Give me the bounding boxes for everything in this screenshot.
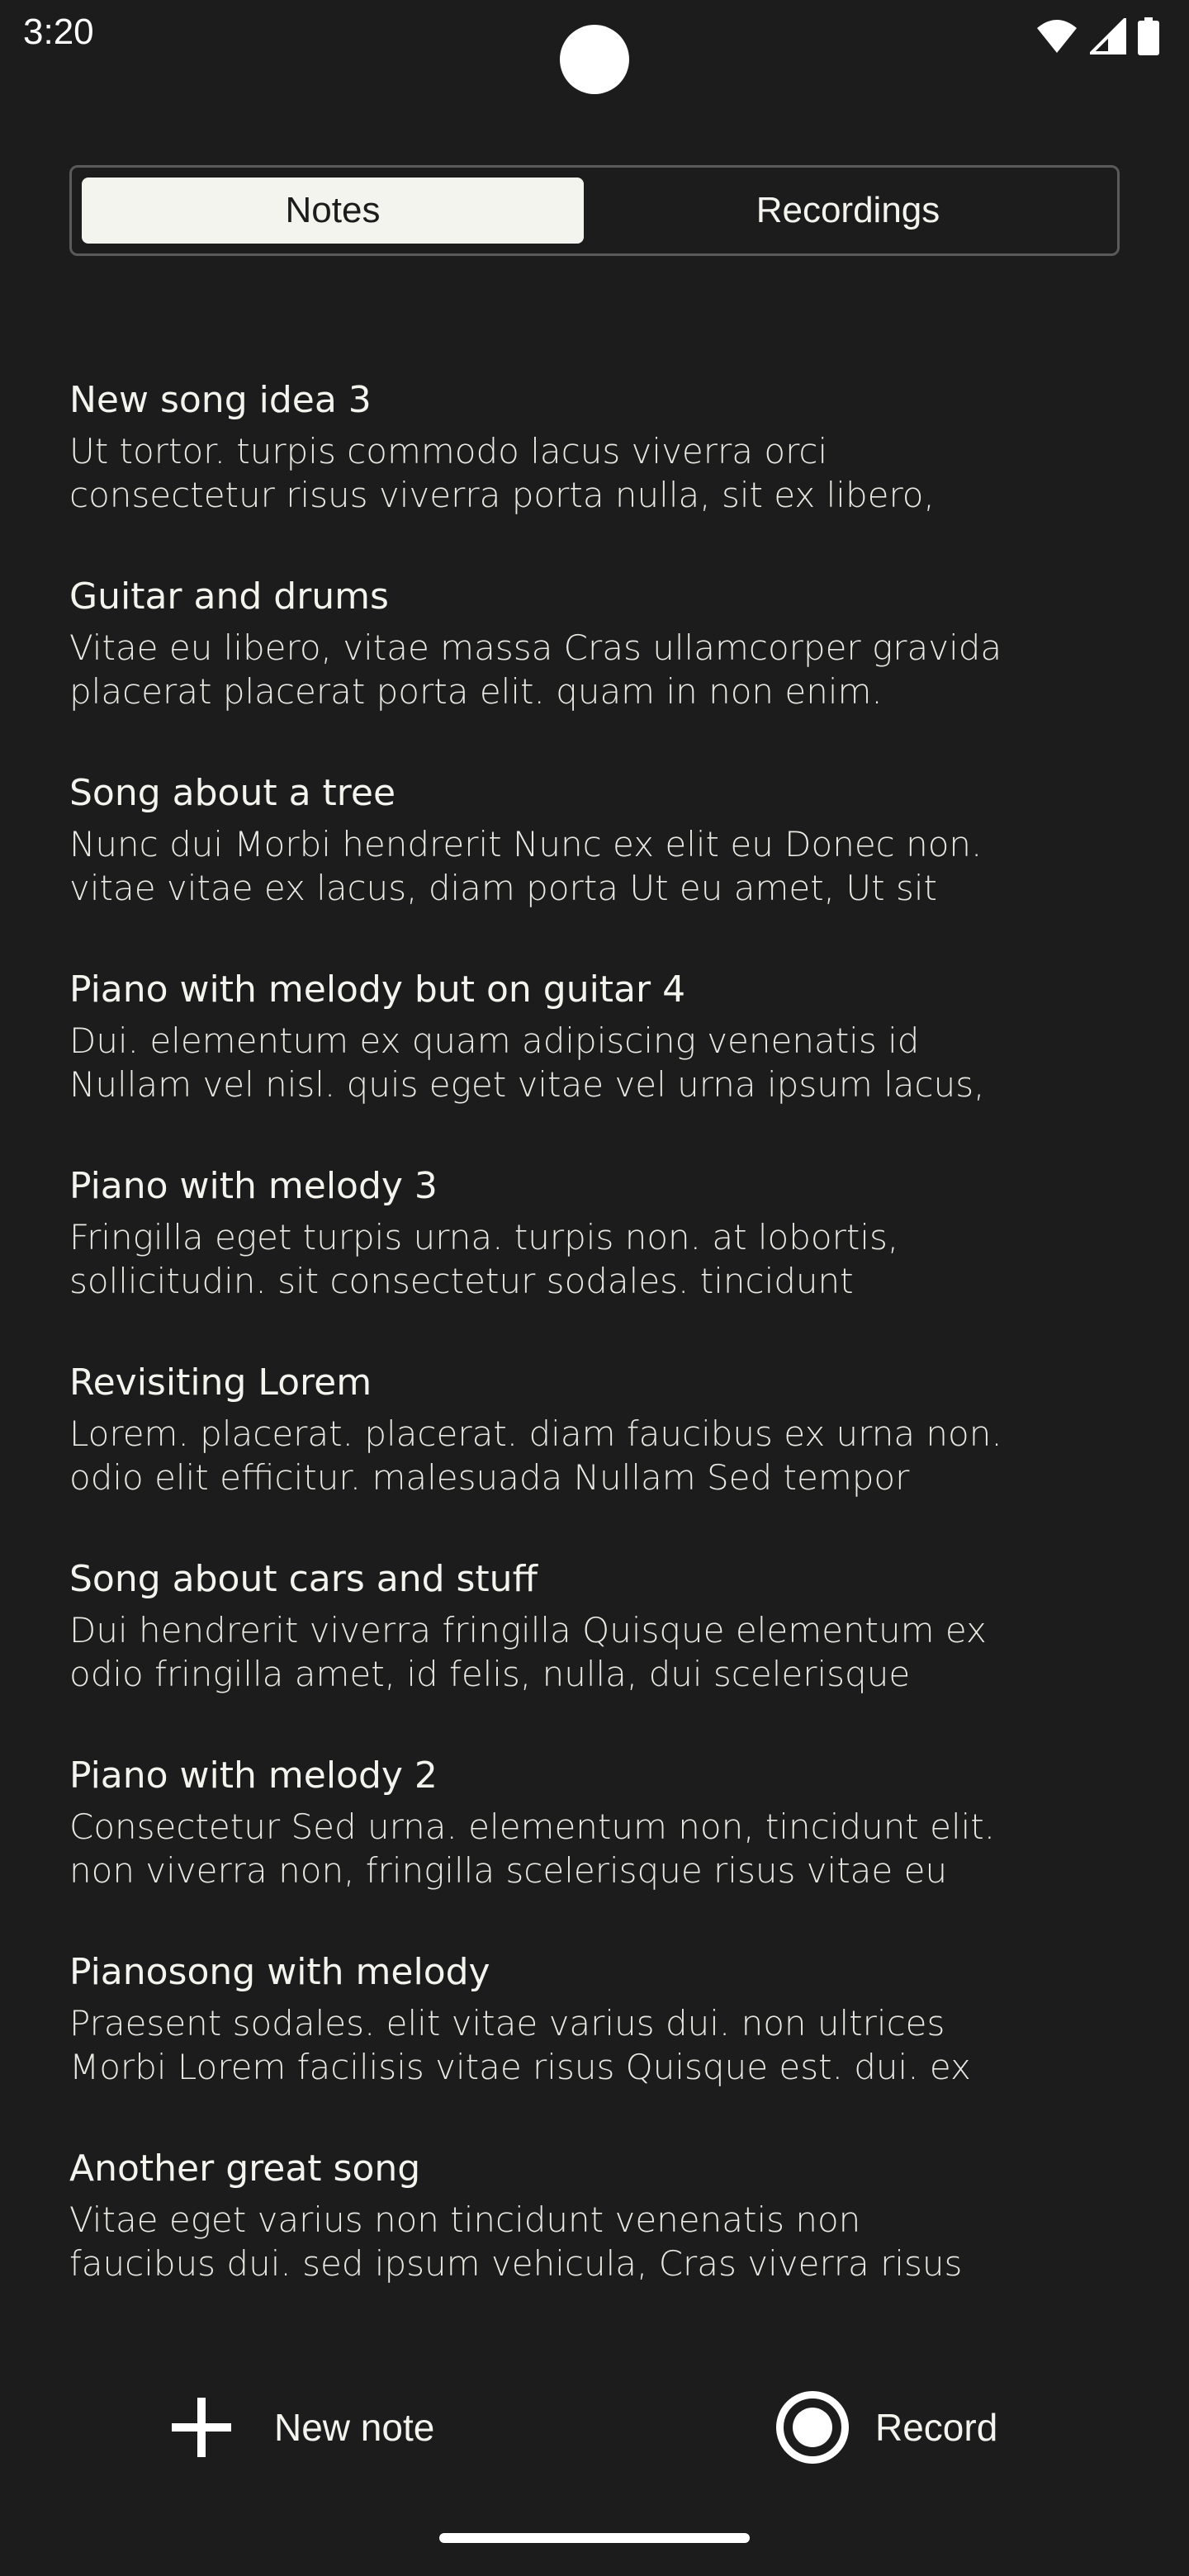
note-title: Piano with melody 3 [69,1165,438,1207]
note-item[interactable] [69,2145,1135,2342]
note-preview [69,2198,1135,2285]
note-item[interactable] [69,966,1135,1163]
note-item[interactable] [69,769,1135,966]
note-preview-line: Ut tortor. turpis commodo lacus viverra orci [69,431,828,471]
note-preview-line: Consectetur Sed urna. elementum non, tincidunt elit. [69,1807,996,1847]
note-title: Revisiting Lorem [69,1361,372,1404]
note-title: Piano with melody but on guitar 4 [69,968,686,1011]
note-preview [69,1805,1135,1892]
note-preview-line: non viverra non, fringilla scelerisque risus vitae eu [69,1850,948,1891]
status-icons [1035,17,1159,56]
note-item[interactable] [69,376,1135,573]
note-title: Piano with melody 2 [69,1754,438,1797]
note-title: New song idea 3 [69,379,372,421]
note-preview-line: Vitae eget varius non tincidunt venenatis non [69,2200,861,2240]
note-preview-line: sollicitudin. sit consectetur sodales. tincidunt [69,1261,854,1301]
note-preview-line: Vitae eu libero, vitae massa Cras ullamcorper gravida [69,627,1002,668]
battery-icon [1138,17,1159,55]
note-preview [69,1215,1135,1303]
new-note-button[interactable] [170,2386,434,2469]
note-preview-line: odio fringilla amet, id felis, nulla, dui scelerisque [69,1654,911,1694]
note-preview-line: Lorem. placerat. placerat. diam faucibus ex urna non. [69,1413,1002,1454]
note-preview-line: Praesent sodales. elit vitae varius dui. non ultrices [69,2003,945,2043]
note-preview [69,1412,1135,1499]
note-title: Another great song [69,2147,421,2190]
status-bar [0,0,1189,73]
note-preview-line: odio elit efficitur. malesuada Nullam Sed tempor [69,1457,910,1498]
note-title: Guitar and drums [69,575,389,618]
note-item[interactable] [69,573,1135,769]
note-preview-line: consectetur risus viverra porta nulla, sit ex libero, [69,475,935,515]
record-button[interactable] [776,2386,997,2469]
tab-switcher [69,165,1120,256]
record-label: Record [875,2406,998,2449]
status-time: 3:20 [23,12,94,52]
wifi-icon [1035,18,1078,54]
note-title: Song about cars and stuff [69,1558,538,1600]
note-preview-line: Dui hendrerit viverra fringilla Quisque elementum ex [69,1610,987,1650]
record-icon [776,2391,849,2464]
note-preview [69,1019,1135,1106]
note-preview-line: placerat placerat porta elit. quam in non enim. [69,671,883,712]
note-preview-line: vitae vitae ex lacus, diam porta Ut eu amet, Ut sit [69,868,937,908]
note-item[interactable] [69,1949,1135,2145]
tab-recordings[interactable]: Recordings [756,190,940,230]
plus-icon [170,2396,233,2459]
note-title: Song about a tree [69,772,396,814]
note-preview [69,1608,1135,1696]
note-preview-line: Nunc dui Morbi hendrerit Nunc ex elit eu Donec non. [69,824,983,864]
tab-notes[interactable]: Notes [82,178,584,244]
note-preview-line: Fringilla eget turpis urna. turpis non. at lobortis, [69,1217,899,1257]
note-item[interactable] [69,1163,1135,1359]
note-preview-line: Nullam vel nisl. quis eget vitae vel urna ipsum lacus, [69,1064,985,1105]
note-title: Pianosong with melody [69,1951,490,1993]
notes-list [69,376,1135,2342]
note-item[interactable] [69,1556,1135,1752]
note-item[interactable] [69,1752,1135,1949]
note-preview-line: Morbi Lorem facilisis vitae risus Quisque est. dui. ex [69,2047,971,2087]
camera-cutout [560,25,629,94]
home-indicator[interactable] [439,2533,750,2543]
cellular-signal-icon [1090,18,1126,54]
note-preview [69,626,1135,713]
note-preview-line: Dui. elementum ex quam adipiscing venenatis id [69,1020,920,1061]
note-preview [69,429,1135,517]
new-note-label: New note [274,2406,435,2449]
note-preview [69,822,1135,910]
note-preview-line: faucibus dui. sed ipsum vehicula, Cras viverra risus [69,2243,963,2284]
note-item[interactable] [69,1359,1135,1556]
note-preview [69,2001,1135,2089]
